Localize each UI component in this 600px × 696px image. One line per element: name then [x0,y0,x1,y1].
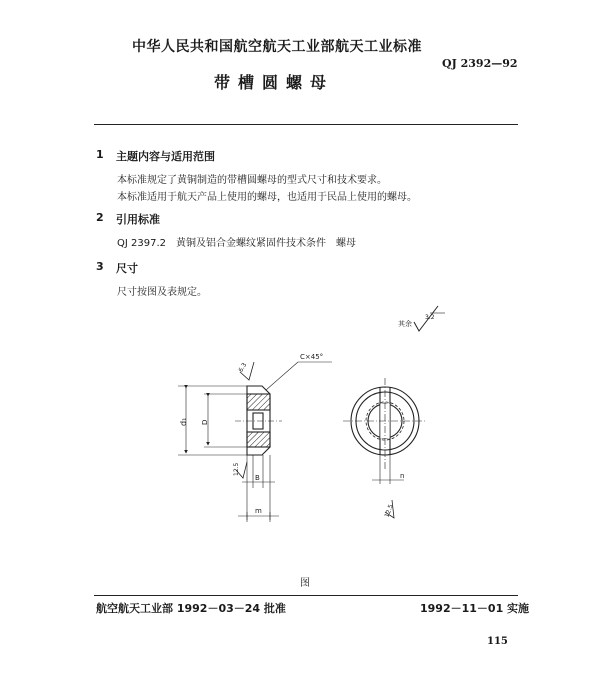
footer-divider [94,595,518,596]
dim-b-label: B [255,474,260,482]
nut-side-section-view [178,362,332,522]
chamfer-label: C×45° [300,353,324,361]
side-roughness-value: 12.5 [233,462,240,476]
slot-roughness-value: 12.5 [383,503,395,519]
section-3-paragraph: 尺寸按图及表规定。 [117,287,207,298]
section-1-paragraph: 本标准规定了黄铜制造的带槽圆螺母的型式尺寸和技术要求。 [117,175,387,186]
section-2-title: 引用标准 [116,213,160,226]
document-title: 带槽圆螺母 [214,73,335,92]
roughness-note-value: 3.2 [425,314,435,321]
section-1-number: 1 [96,148,104,161]
dim-m-label: m [255,507,262,515]
section-2-paragraph: QJ 2397.2 黄铜及铝合金螺纹紧固件技术条件 螺母 [117,238,356,249]
section-1-title: 主题内容与适用范围 [116,150,215,163]
implementation-date: 1992－11－01 实施 [420,602,530,615]
nut-front-view [343,378,427,484]
section-3-number: 3 [96,260,104,273]
section-2-number: 2 [96,211,104,224]
approval-date: 航空航天工业部 1992－03－24 批准 [96,602,286,615]
section-3-title: 尺寸 [116,262,138,275]
figure-caption: 图 [300,578,310,589]
standard-code: QJ 2392—92 [442,57,518,70]
roughness-note-prefix: 其余 [398,320,412,328]
page-number: 115 [487,636,508,647]
section-1-paragraph: 本标准适用于航天产品上使用的螺母，也适用于民品上使用的螺母。 [117,192,417,203]
face-roughness-value: 6.3 [237,361,249,374]
dim-d1-label: d₁ [179,417,188,426]
dim-n-label: n [400,472,405,480]
dim-d-label: D [201,419,209,425]
issuing-organization: 中华人民共和国航空航天工业部航天工业标准 [132,39,422,55]
